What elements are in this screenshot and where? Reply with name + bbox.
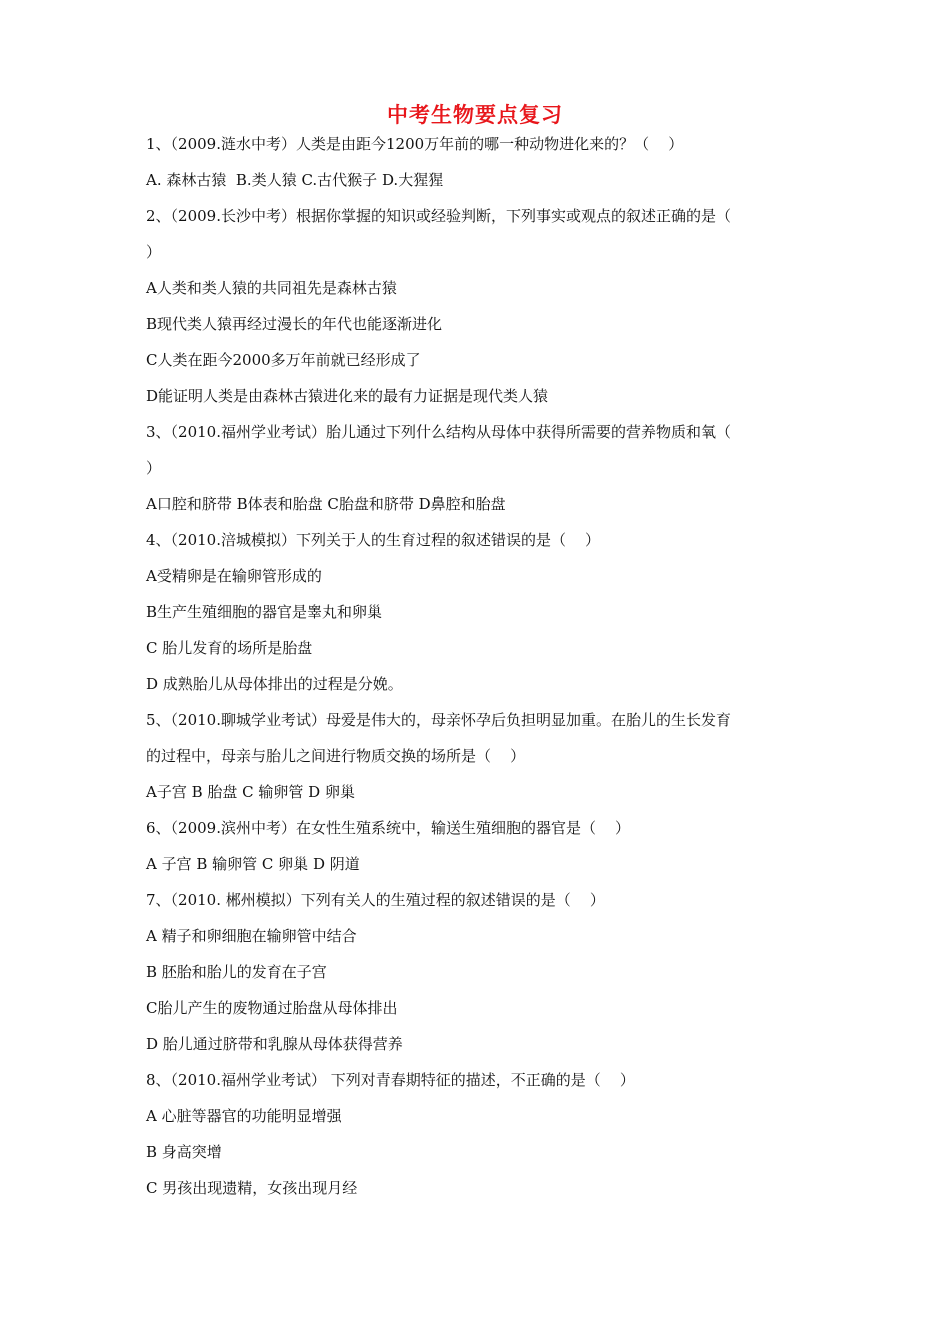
question-2-option-c: C人类在距今2000多万年前就已经形成了 [146,351,421,369]
question-7-option-d: D 胎儿通过脐带和乳腺从母体获得营养 [146,1035,403,1053]
question-4-option-a: A受精卵是在输卵管形成的 [146,567,322,585]
question-6-stem: 6、（2009.滨州中考）在女性生殖系统中，输送生殖细胞的器官是（ ） [146,819,631,837]
question-5-stem-continued: 的过程中，母亲与胎儿之间进行物质交换的场所是（ ） [146,747,526,765]
page-title: 中考生物要点复习 [387,103,563,127]
question-4-option-c: C 胎儿发育的场所是胎盘 [146,639,313,657]
question-4-option-b: B生产生殖细胞的器官是睾丸和卵巢 [146,603,383,621]
document-body [146,126,816,1206]
question-7-option-c: C胎儿产生的废物通过胎盘从母体排出 [146,999,398,1017]
question-3-stem-continued: ） [146,459,162,477]
question-2-option-b: B现代类人猿再经过漫长的年代也能逐渐进化 [146,315,443,333]
question-2-option-a: A人类和类人猿的共同祖先是森林古猿 [146,279,397,297]
question-4-stem: 4、（2010.涪城模拟）下列关于人的生育过程的叙述错误的是（ ） [146,531,601,549]
question-8-stem: 8、（2010.福州学业考试） 下列对青春期特征的描述，不正确的是（ ） [146,1071,635,1089]
question-2-option-d: D能证明人类是由森林古猿进化来的最有力证据是现代类人猿 [146,387,549,405]
question-6-options: A 子宫 B 输卵管 C 卵巢 D 阴道 [146,855,360,873]
question-7-option-b: B 胚胎和胎儿的发育在子宫 [146,963,327,981]
question-3-stem: 3、（2010.福州学业考试）胎儿通过下列什么结构从母体中获得所需要的营养物质和氧（ [146,423,731,441]
question-1-options: A. 森林古猿 B.类人猿 C.古代猴子 D.大猩猩 [146,171,444,189]
question-7-option-a: A 精子和卵细胞在输卵管中结合 [146,927,357,945]
question-4-option-d: D 成熟胎儿从母体排出的过程是分娩。 [146,675,403,693]
question-2-stem: 2、（2009.长沙中考）根据你掌握的知识或经验判断，下列事实或观点的叙述正确的是（ [146,207,731,225]
question-2-stem-continued: ） [146,243,162,261]
question-8-option-b: B 身高突增 [146,1143,222,1161]
question-5-stem: 5、（2010.聊城学业考试）母爱是伟大的，母亲怀孕后负担明显加重。在胎儿的生长发育 [146,711,731,729]
question-7-stem: 7、（2010. 郴州模拟）下列有关人的生殖过程的叙述错误的是（ ） [146,891,605,909]
question-1-stem: 1、（2009.涟水中考）人类是由距今1200万年前的哪一种动物进化来的？（ ） [146,135,684,153]
question-8-option-a: A 心脏等器官的功能明显增强 [146,1107,342,1125]
question-8-option-c: C 男孩出现遗精，女孩出现月经 [146,1179,358,1197]
question-5-options: A子宫 B 胎盘 C 输卵管 D 卵巢 [146,783,355,801]
question-3-options: A口腔和脐带 B体表和胎盘 C胎盘和脐带 D鼻腔和胎盘 [146,495,506,513]
